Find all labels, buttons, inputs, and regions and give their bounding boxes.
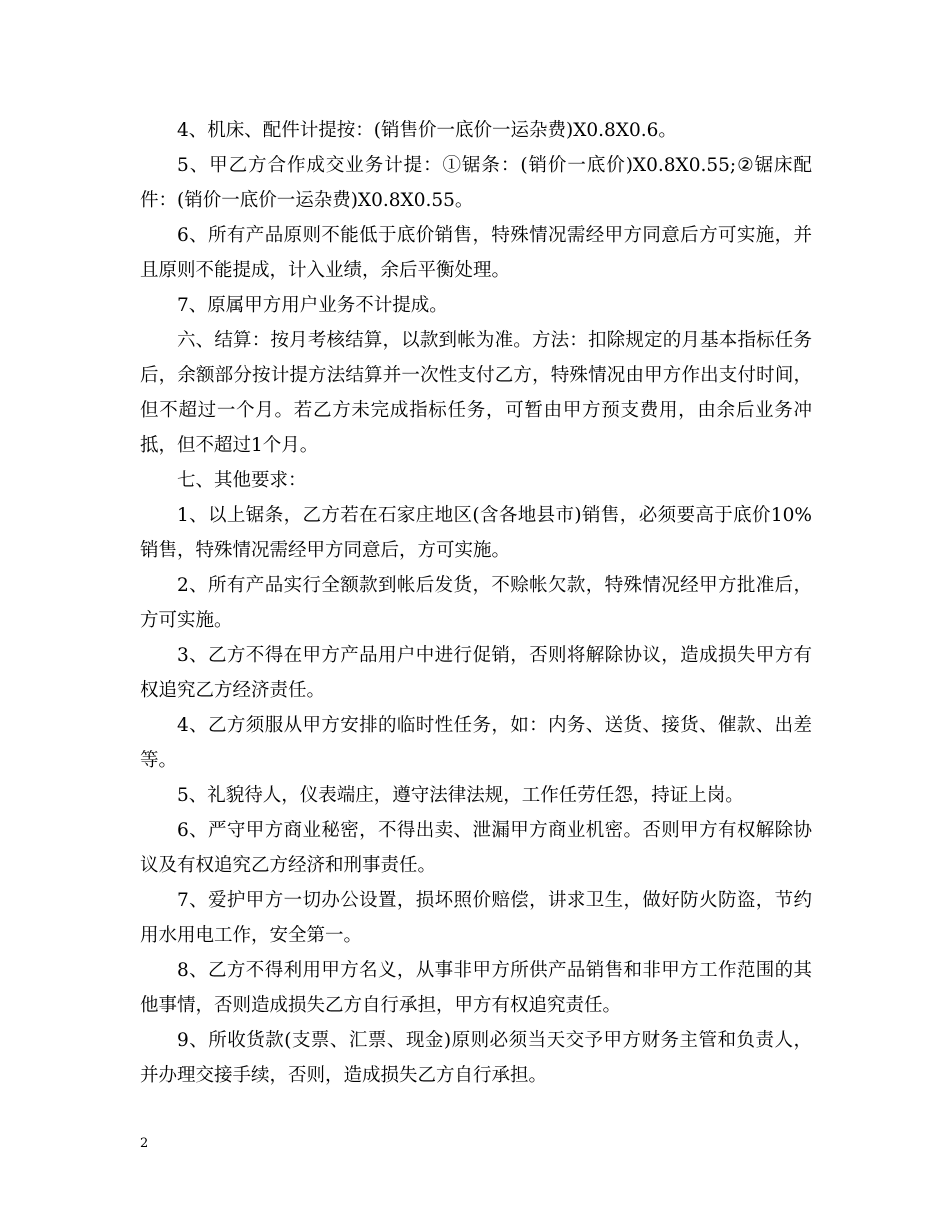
requirement-4: 4、乙方须服从甲方安排的临时性任务，如：内务、送货、接货、催款、出差等。	[140, 715, 812, 771]
requirement-8: 8、乙方不得利用甲方名义，从事非甲方所供产品销售和非甲方工作范围的其他事情，否则造成损失乙方自行承担，甲方有权追究责任。	[140, 960, 812, 1016]
document-body	[140, 113, 812, 1093]
paragraph-item-7-existing-customers: 7、原属甲方用户业务不计提成。	[177, 295, 448, 316]
paragraph-item-4-machine-tools: 4、机床、配件计提按：(销售价一底价一运杂费)X0.8X0.6。	[177, 120, 677, 141]
requirement-3: 3、乙方不得在甲方产品用户中进行促销，否则将解除协议，造成损失甲方有权追究乙方经济责任。	[140, 645, 812, 701]
section-6-settlement: 六、结算：按月考核结算，以款到帐为准。方法：扣除规定的月基本指标任务后，余额部分按计提方法结算并一次性支付乙方，特殊情况由甲方作出支付时间，但不超过一个月。若乙方未完成指标任务，可暂由甲方预支费用，由余后业务冲抵，但不超过1个月。	[140, 330, 812, 456]
paragraph-item-5-joint-business: 5、甲乙方合作成交业务计提：①锯条：(销价一底价)X0.8X0.55;②锯床配件：(销价一底价一运杂费)X0.8X0.55。	[140, 155, 812, 211]
page-number: 2	[140, 1136, 149, 1151]
requirement-9: 9、所收货款(支票、汇票、现金)原则必须当天交予甲方财务主管和负责人，并办理交接手续，否则，造成损失乙方自行承担。	[140, 1030, 812, 1086]
requirement-6: 6、严守甲方商业秘密，不得出卖、泄漏甲方商业机密。否则甲方有权解除协议及有权追究乙方经济和刑事责任。	[140, 820, 812, 876]
requirement-1: 1、以上锯条，乙方若在石家庄地区(含各地县市)销售，必须要高于底价10%销售，特殊情况需经甲方同意后，方可实施。	[140, 505, 812, 561]
section-7-heading: 七、其他要求：	[177, 470, 307, 491]
paragraph-item-6-floor-price: 6、所有产品原则不能低于底价销售，特殊情况需经甲方同意后方可实施，并且原则不能提成，计入业绩，余后平衡处理。	[140, 225, 812, 281]
requirement-5: 5、礼貌待人，仪表端庄，遵守法律法规，工作任劳任怨，持证上岗。	[177, 785, 744, 806]
requirement-7: 7、爱护甲方一切办公设置，损坏照价赔偿，讲求卫生，做好防火防盗，节约用水用电工作，安全第一。	[140, 890, 812, 946]
requirement-2: 2、所有产品实行全额款到帐后发货，不赊帐欠款，特殊情况经甲方批准后，方可实施。	[140, 575, 812, 631]
